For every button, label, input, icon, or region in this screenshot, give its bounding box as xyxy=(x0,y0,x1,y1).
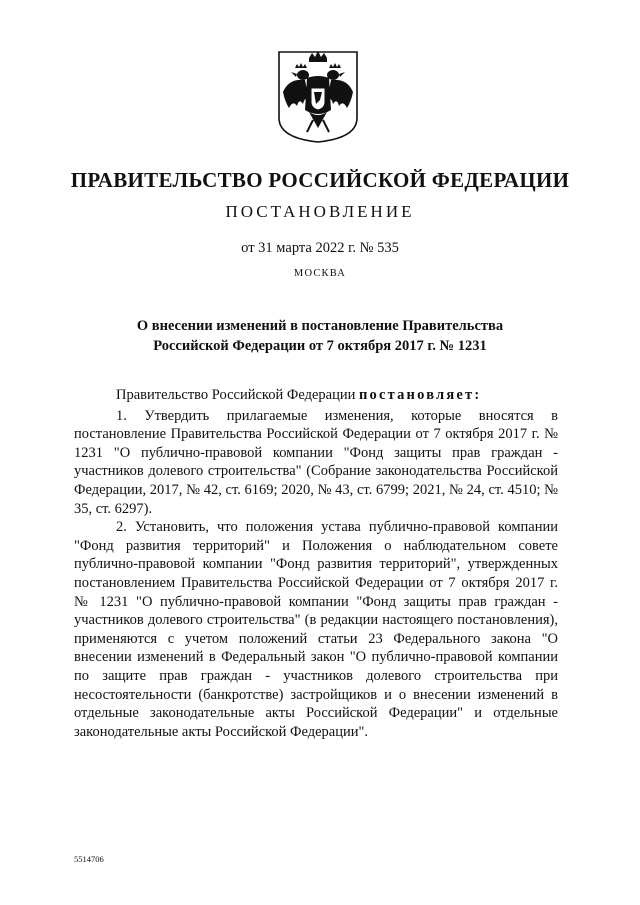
government-name: ПРАВИТЕЛЬСТВО РОССИЙСКОЙ ФЕДЕРАЦИИ xyxy=(70,168,570,192)
document-type: ПОСТАНОВЛЕНИЕ xyxy=(225,202,415,221)
document-title-line-2: Российской Федерации от 7 октября 2017 г. № 1231 xyxy=(153,338,487,354)
paragraph-2: 2. Установить, что положения устава публично-правовой компании "Фонд развития территорий" и Положения о наблюдательном совете публично-правовой компании "Фонд развития территорий", утвержденных постановлением Правительства Российской Федерации от 7 октября 2017 г. № 1231 "О публично-правовой компании "Фонд защиты прав граждан - участников долевого строительства" (в редакции настоящего постановления), применяются с учетом положений статьи 23 Федерального закона "О внесении изменений в Федеральный закон "О публично-правовой компании по защите прав граждан - участников долевого строительства при несостоятельности (банкротстве) застройщиков и о внесении изменений в отдельные законодательные акты Российской Федерации" и отдельные законодательные акты Российской Федерации". xyxy=(74,519,558,740)
document-date-number: от 31 марта 2022 г. № 535 xyxy=(241,240,399,256)
preamble-text: Правительство Российской Федерации xyxy=(116,387,359,403)
coat-of-arms-icon xyxy=(275,48,361,144)
document-title-line-1: О внесении изменений в постановление Правительства xyxy=(136,318,504,334)
document-title xyxy=(0,316,640,356)
document-city: МОСКВА xyxy=(293,268,347,279)
paragraph-1: 1. Утвердить прилагаемые изменения, которые вносятся в постановление Правительства Российской Федерации от 7 октября 2017 г. № 1231 "О публично-правовой компании "Фонд защиты прав граждан - участников долевого строительства" (Собрание законодательства Российской Федерации, 2017, № 42, ст. 6169; 2020, № 43, ст. 6799; 2021, № 24, ст. 4510; № 35, ст. 6297). xyxy=(74,407,558,517)
preamble-paragraph xyxy=(74,386,558,405)
document-code: 5514706 xyxy=(74,854,104,864)
document-body xyxy=(74,386,558,741)
decree-word: постановляет: xyxy=(358,387,482,403)
